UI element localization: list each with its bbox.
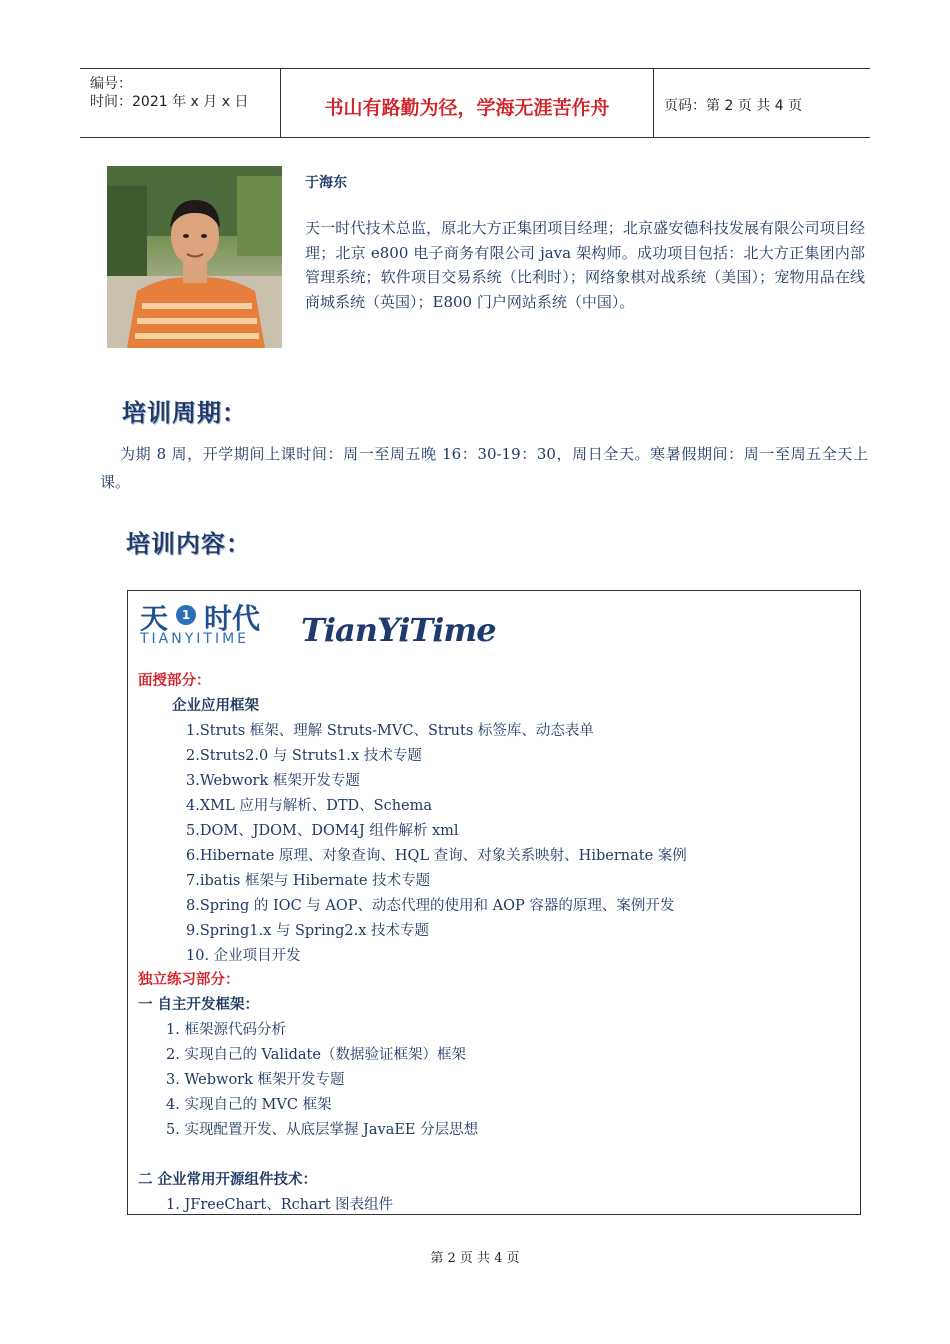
lecture-item: 8.Spring 的 IOC 与 AOP、动态代理的使用和 AOP 容器的原理、案例开发 — [186, 898, 675, 914]
lecture-item: 10. 企业项目开发 — [186, 948, 301, 964]
part1-item: 1. 框架源代码分析 — [166, 1022, 286, 1038]
lecture-item: 9.Spring1.x 与 Spring2.x 技术专题 — [186, 923, 429, 939]
number-label: 编号： — [90, 76, 132, 92]
lecture-heading: 面授部分： — [138, 673, 211, 689]
logo-en: TIANYITIME — [140, 631, 250, 647]
content-title: 培训内容： — [126, 530, 251, 558]
content-box — [127, 590, 861, 1215]
logo-cn-left: 天 — [140, 602, 169, 635]
document-header — [80, 68, 870, 138]
part1-item: 4. 实现自己的 MVC 框架 — [166, 1097, 332, 1113]
page-info: 页码：第 2 页 共 4 页 — [664, 98, 803, 114]
portrait-image — [107, 166, 282, 348]
logo-circle-icon: 1 — [176, 605, 196, 625]
part1-heading: 一 自主开发框架： — [138, 997, 260, 1013]
practice-heading: 独立练习部分： — [138, 972, 240, 988]
company-logo — [138, 595, 293, 651]
period-text: 为期 8 周，开学期间上课时间：周一至周五晚 16：30-19：30，周日全天。寒暑假期间：周一至周五全天上课。 — [100, 445, 868, 491]
page-footer: 第 2 页 共 4 页 — [430, 1251, 520, 1266]
lecture-item: 1.Struts 框架、理解 Struts-MVC、Struts 标签库、动态表单 — [186, 723, 594, 739]
part2-heading: 二 企业常用开源组件技术： — [138, 1172, 318, 1188]
part2-item: 1. JFreeChart、Rchart 图表组件 — [166, 1197, 394, 1213]
lecture-item: 6.Hibernate 原理、对象查询、HQL 查询、对象关系映射、Hibernate 案例 — [186, 848, 687, 864]
lecture-item: 2.Struts2.0 与 Struts1.x 技术专题 — [186, 748, 422, 764]
date-label: 时间：2021 年 x 月 x 日 — [90, 94, 249, 110]
instructor-bio: 天一时代技术总监，原北大方正集团项目经理；北京盛安德科技发展有限公司项目经理；北京 e800 电子商务有限公司 java 架构师。成功项目包括：北大方正集团内部管理系统；软件项目交易系统（比利时）；网络象棋对战系统（美国）；宠物用品在线商城系统（英国）；E800 门户网站系统（中国）。 — [305, 219, 865, 311]
part1-item: 3. Webwork 框架开发专题 — [166, 1072, 345, 1088]
lecture-item: 3.Webwork 框架开发专题 — [186, 773, 360, 789]
part1-item: 2. 实现自己的 Validate（数据验证框架）框架 — [166, 1047, 466, 1063]
instructor-name: 于海东 — [305, 175, 347, 191]
brand-wordmark: TianYiTime — [301, 611, 496, 649]
logo-cn-right: 时代 — [204, 602, 261, 635]
header-motto-cell — [281, 69, 654, 137]
lecture-item: 4.XML 应用与解析、DTD、Schema — [186, 798, 433, 814]
lecture-item: 5.DOM、JDOM、DOM4J 组件解析 xml — [186, 823, 459, 839]
part1-item: 5. 实现配置开发、从底层掌握 JavaEE 分层思想 — [166, 1122, 479, 1138]
lecture-item: 7.ibatis 框架与 Hibernate 技术专题 — [186, 873, 431, 889]
header-page-cell — [654, 69, 870, 137]
instructor-photo — [107, 166, 282, 348]
motto: 书山有路勤为径，学海无涯苦作舟 — [324, 97, 610, 119]
period-title: 培训周期： — [122, 399, 247, 427]
framework-heading: 企业应用框架 — [172, 698, 259, 714]
header-meta-cell — [80, 69, 281, 137]
